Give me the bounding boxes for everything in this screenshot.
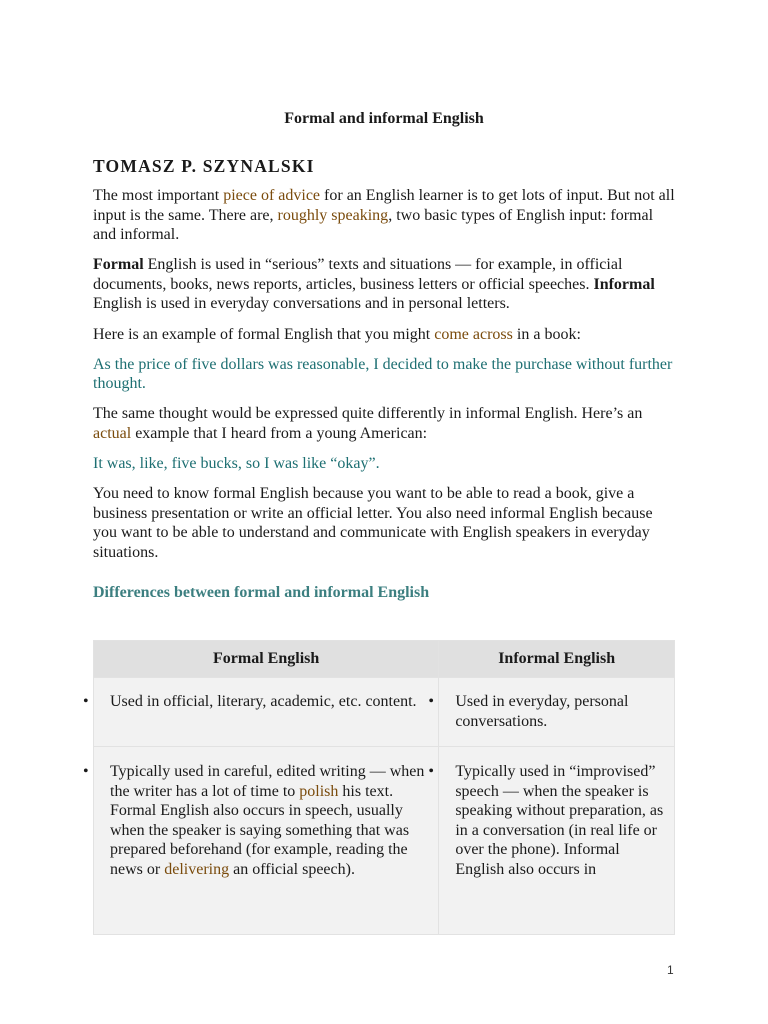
- cell-text: Typically used in “improvised” speech — when the speaker is speaking without preparation, as in a conversation (in real life or over the phone). Informal English also occurs in: [455, 763, 664, 878]
- text-run: English is used in “serious” texts and situations — for example, in official documents, books, news reports, articles, business letters or official speeches.: [93, 256, 623, 293]
- text-run: , two basic types of English input: formal and informal.: [93, 206, 654, 244]
- document-title: Formal and informal English: [284, 110, 484, 127]
- comparison-table: [83, 640, 675, 935]
- table-cell-formal: [83, 747, 439, 935]
- highlighted-phrase[interactable]: delivering: [164, 860, 230, 878]
- example-informal-sentence: It was, like, five bucks, so I was like “okay”.: [93, 455, 380, 473]
- cell-text: Used in official, literary, academic, etc. content.: [110, 693, 417, 710]
- bold-term-informal: Informal: [593, 275, 655, 293]
- highlighted-phrase[interactable]: piece of advice: [223, 187, 321, 204]
- highlighted-phrase[interactable]: roughly speaking: [277, 206, 389, 224]
- table-row: [94, 678, 675, 747]
- bold-term-formal: Formal: [93, 256, 144, 274]
- page-number: 1: [667, 963, 674, 977]
- paragraph-intro: [93, 186, 678, 245]
- text-run: Here is an example of formal English that you might: [93, 325, 435, 343]
- table-cell-formal: [83, 678, 439, 747]
- bullet-icon: •: [428, 693, 434, 710]
- cell-text: Used in everyday, personal conversations.: [455, 693, 629, 730]
- table-header-row: [94, 641, 675, 678]
- paragraph-definitions: [93, 255, 678, 314]
- bullet-icon: •: [83, 693, 89, 710]
- text-run: for an English learner is to get lots of input. But not all input is the same. There are,: [93, 187, 675, 224]
- table-cell-informal: [428, 747, 675, 935]
- paragraph-informal-intro: [93, 404, 678, 443]
- text-run: The most important: [93, 187, 224, 204]
- table-cell-informal: [428, 678, 675, 747]
- cell-text: Typically used in careful, edited writing — when the writer has a lot of time to: [110, 763, 425, 800]
- paragraph-example-intro: [93, 325, 678, 345]
- author-name: TOMASZ P. SZYNALSKI: [93, 156, 315, 176]
- text-run: in a book:: [512, 325, 581, 343]
- document-body: [93, 186, 678, 612]
- text-run: The same thought would be expressed quite differently in informal English. Here’s an: [93, 405, 643, 423]
- bullet-icon: •: [83, 763, 89, 780]
- highlighted-phrase[interactable]: polish: [299, 782, 339, 800]
- cell-text: an official speech).: [229, 860, 355, 878]
- column-header-informal: Informal English: [439, 641, 675, 678]
- section-heading: Differences between formal and informal English: [93, 583, 430, 601]
- cell-text: his text. Formal English also occurs in speech, usually when the speaker is saying something that was prepared beforehand (for example, reading the news or: [110, 782, 410, 878]
- text-run: English is used in everyday conversations and in personal letters.: [93, 295, 510, 313]
- paragraph-conclusion: You need to know formal English because you want to be able to read a book, give a business presentation or write an official letter. You also need informal English because you want to be able to understand and communicate with English speakers in everyday situations.: [93, 485, 653, 561]
- example-formal-sentence: As the price of five dollars was reasonable, I decided to make the purchase without further thought.: [93, 355, 673, 393]
- column-header-formal: Formal English: [94, 641, 439, 678]
- highlighted-phrase[interactable]: come across: [434, 325, 513, 343]
- bullet-icon: •: [428, 763, 434, 780]
- table-row: [94, 747, 675, 935]
- text-run: example that I heard from a young American:: [131, 424, 428, 442]
- highlighted-phrase[interactable]: actual: [93, 424, 132, 442]
